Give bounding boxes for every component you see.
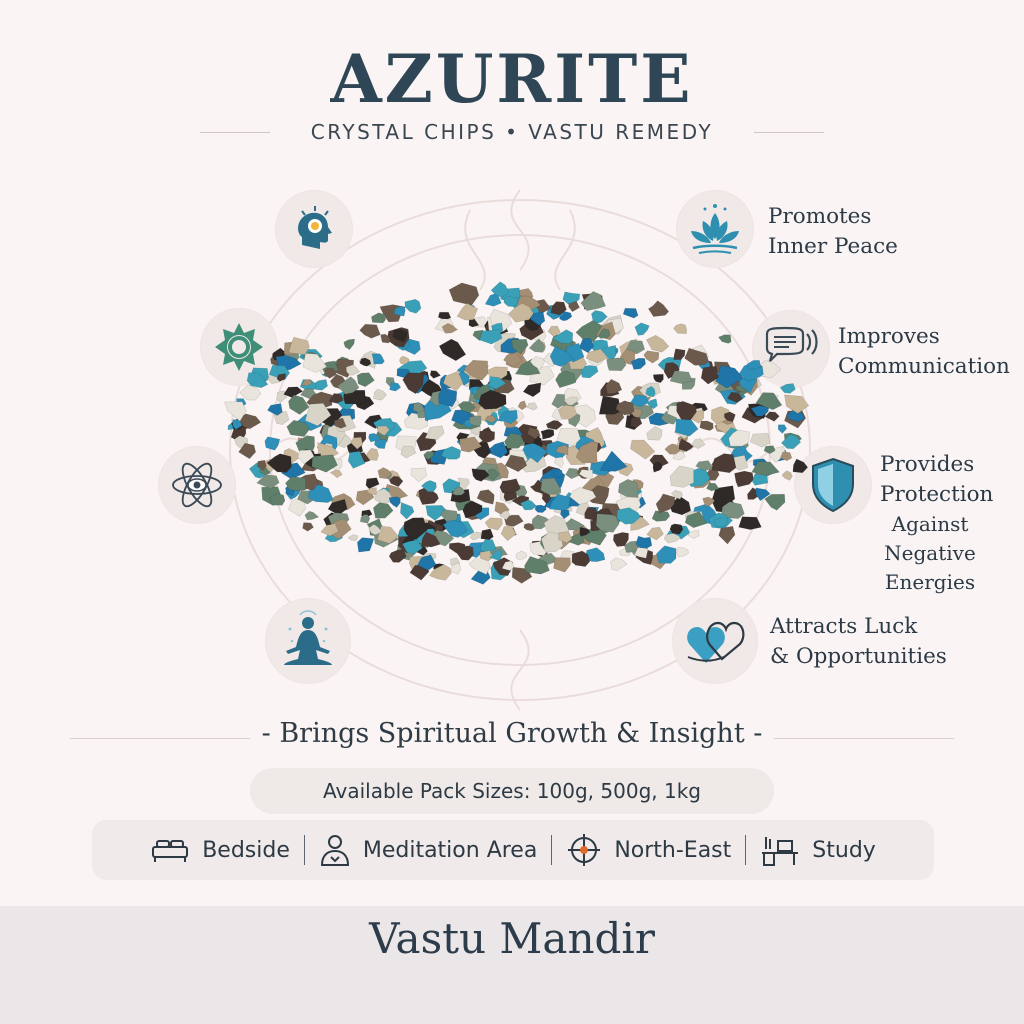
placement-meditation-area xyxy=(305,833,551,867)
crystal-chip xyxy=(656,546,676,564)
crystal-chip xyxy=(735,471,754,487)
crystal-chip xyxy=(394,307,405,316)
desk-icon xyxy=(760,833,800,867)
crystal-chip xyxy=(648,301,668,317)
crystal-chip xyxy=(439,339,466,361)
tagline: - Brings Spiritual Growth & Insight - xyxy=(261,718,763,749)
crystal-chip xyxy=(554,558,571,573)
crystal-chip xyxy=(750,433,770,447)
crystal-chip xyxy=(389,549,406,562)
benefit-label: Promotes Inner Peace xyxy=(768,204,898,259)
crystal-chip xyxy=(439,387,457,406)
placement-study xyxy=(746,833,890,867)
crystal-chip xyxy=(700,421,714,431)
crystal-chip xyxy=(501,526,516,541)
crystal-chip xyxy=(677,548,689,558)
crystal-chip xyxy=(623,308,638,318)
placement-north-east xyxy=(552,832,745,868)
brand-name: Vastu Mandir xyxy=(369,914,655,963)
crystal-chip xyxy=(330,470,342,478)
crystal-chip xyxy=(646,335,668,352)
crystal-chip xyxy=(607,358,627,371)
bed-icon xyxy=(150,835,190,865)
crystal-chip xyxy=(527,403,537,411)
crystal-chip xyxy=(556,371,576,388)
crystal-chip xyxy=(563,292,580,304)
crystal-chip xyxy=(411,468,427,482)
azurite-chips-pile xyxy=(210,270,830,610)
crystal-chip xyxy=(357,373,374,387)
benefit-label: Improves Communication xyxy=(838,324,1010,379)
crystal-chip xyxy=(793,459,808,473)
divider-line xyxy=(200,132,270,133)
crystal-chip xyxy=(674,349,686,360)
crystal-chip xyxy=(372,354,384,364)
crystal-chip xyxy=(348,535,358,541)
crystal-chip xyxy=(485,518,503,530)
crystal-chip xyxy=(541,429,554,439)
crystal-chip xyxy=(780,384,795,394)
lotus-icon xyxy=(676,190,754,268)
crystal-chip xyxy=(739,517,762,530)
divider-line xyxy=(754,132,824,133)
crystal-chip xyxy=(449,283,479,305)
product-title: AZURITE xyxy=(330,40,694,118)
subtitle-row xyxy=(0,120,1024,144)
crystal-chip xyxy=(719,335,732,344)
crystal-chip xyxy=(644,351,659,363)
benefit-label: Provides Protection xyxy=(880,452,994,507)
placement-label: North-East xyxy=(614,837,732,863)
crystal-chip xyxy=(611,558,628,571)
crystal-chip xyxy=(344,339,355,350)
crystal-chip xyxy=(481,529,494,540)
crystal-chip xyxy=(305,511,319,520)
crystal-chip xyxy=(523,383,541,397)
crystal-chip xyxy=(546,420,562,429)
crystal-chip xyxy=(277,374,286,382)
crystal-chip xyxy=(240,385,261,400)
meditation-icon xyxy=(265,598,351,684)
crystal-chip xyxy=(606,379,622,394)
crystal-chip xyxy=(674,324,687,334)
crystal-chip xyxy=(630,440,654,459)
placement-label: Study xyxy=(812,837,876,863)
crystal-chip xyxy=(405,299,421,313)
crystal-chip xyxy=(400,502,414,519)
compass-icon xyxy=(566,832,602,868)
crystal-chip xyxy=(752,474,768,485)
crystal-chip xyxy=(747,360,760,369)
crystal-chip xyxy=(535,505,546,513)
crystal-chip xyxy=(516,551,527,560)
crystal-chip xyxy=(371,313,385,323)
crystal-chip xyxy=(373,503,393,519)
crystal-chip xyxy=(688,530,699,539)
crystal-chip xyxy=(389,497,400,508)
placement-bedside xyxy=(136,835,304,865)
crystal-chip xyxy=(635,323,650,336)
crystal-chip xyxy=(670,466,694,488)
crystal-chip xyxy=(357,538,374,553)
crystal-chip xyxy=(430,371,440,379)
footer-band xyxy=(0,906,1024,1024)
placement-label: Meditation Area xyxy=(362,837,538,863)
crystal-chip xyxy=(360,324,381,338)
crystal-chip xyxy=(653,374,663,383)
crystal-chip xyxy=(346,365,360,375)
divider-line xyxy=(70,738,250,739)
divider-line xyxy=(774,738,954,739)
crystal-chip xyxy=(765,494,785,510)
tagline-row xyxy=(0,718,1024,749)
person-icon xyxy=(319,833,351,867)
crystal-chip xyxy=(500,479,521,493)
crystal-chip xyxy=(554,457,563,468)
crystal-chip xyxy=(289,337,310,355)
crystal-chip xyxy=(719,526,735,544)
crystal-chip xyxy=(366,478,379,489)
crystal-chip xyxy=(765,412,779,422)
pack-sizes: Available Pack Sizes: 100g, 500g, 1kg xyxy=(250,768,774,814)
crystal-chip xyxy=(518,401,527,410)
crystal-chip xyxy=(647,426,663,440)
crystal-chip xyxy=(268,404,283,416)
crystal-chip xyxy=(374,389,387,400)
crystal-chip xyxy=(711,454,736,473)
benefit-label: Attracts Luck & Opportunities xyxy=(770,614,947,669)
placement-label: Bedside xyxy=(202,837,290,863)
crystal-chip xyxy=(390,382,401,391)
benefit-sublabel: Against Negative Energies xyxy=(884,512,976,594)
crystal-chip xyxy=(265,437,280,450)
hearts-icon xyxy=(672,598,758,684)
crystal-chip xyxy=(782,471,792,481)
crystal-chip xyxy=(303,523,314,532)
placement-bar xyxy=(92,820,934,880)
crystal-chip xyxy=(653,462,662,472)
crystal-chip xyxy=(561,510,570,519)
crystal-chip xyxy=(425,426,444,440)
crystal-chip xyxy=(289,395,310,415)
crystal-chip xyxy=(778,425,787,434)
crystal-chip xyxy=(441,446,461,459)
product-subtitle: CRYSTAL CHIPS • VASTU REMEDY xyxy=(310,120,714,144)
crystal-chip xyxy=(285,477,306,491)
crystal-chip xyxy=(457,303,478,320)
head-bulb-icon xyxy=(275,190,353,268)
crystal-chip xyxy=(691,439,705,449)
crystal-chip xyxy=(544,516,569,535)
crystal-chip xyxy=(477,490,494,505)
